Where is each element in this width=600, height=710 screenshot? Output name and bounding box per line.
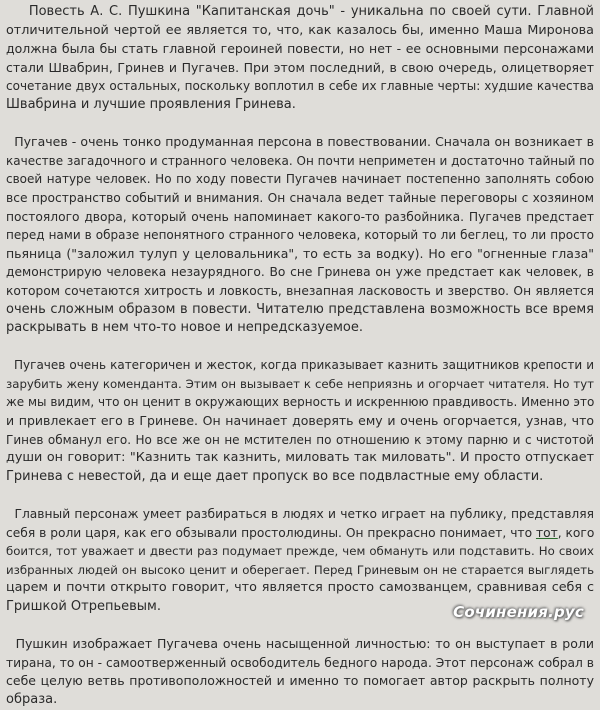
text-line: котором сочетаются хитрость и ловкость, внезапная ласковость и зверство. Он является — [6, 283, 594, 298]
text-line: тирана, то он - самоотверженный освободитель бедного народа. Этот персонаж собрал в — [6, 655, 594, 670]
text-line: Пугачев - очень тонко продуманная персона в повествовании. Сначала он возникает в — [6, 134, 594, 150]
text-line: царем и почти открыто говорит, что является просто самозванцем, сравнивая себя с — [6, 580, 594, 596]
text-line: пьяница ("заложил тулуп у целовальника", то есть за водку). Но его "огненные глаза" — [6, 245, 594, 261]
text-line: очень сложным образом в повести. Читателю представлена возможность все время — [6, 301, 594, 317]
text-line: сочетание двух остальных, поскольку воплотил в себе их главные черты: худшие качества — [6, 79, 594, 94]
text-line: Швабрина и лучшие проявления Гринева. — [6, 96, 296, 112]
text-line: стали Швабрин, Гринев и Пугачев. При этом последний, в свою очередь, олицетворяет — [6, 59, 594, 75]
paragraph-4 — [6, 505, 594, 617]
text-line: образа. — [6, 691, 58, 707]
text-line: души он говорит: "Казнить так казнить, миловать так миловать". И просто отпускает — [6, 450, 594, 466]
text-line: перед нами в образе непонятного странного человека, который то ли беглец, то ли просто — [6, 228, 594, 243]
text-line: постоялого двора, который очень напоминает какого-то разбойника. Пугачев предстает — [6, 209, 594, 224]
text-line: себе целую ветвь противоположностей и именно то помогает автор раскрыть полноту — [6, 673, 594, 689]
text-line: Повесть А. С. Пушкина "Капитанская дочь" - уникальна по своей сути. Главной — [6, 4, 594, 19]
paragraph-1 — [6, 3, 594, 115]
text-line: должна была бы стать главной героиней повести, но нет - ее основными персонажами — [6, 41, 594, 57]
text-line: раскрывать в нем что-то новое и непредсказуемое. — [6, 320, 363, 336]
text-line: демонстрирую человека незаурядного. Во сне Гринева он уже предстает как человек, в — [6, 265, 594, 280]
text-line — [6, 524, 594, 543]
text-line: Гинев обманул его. Но все же он не мстителен по отношению к этому парню и с чистотой — [6, 432, 594, 447]
site-watermark: Сочинения.рус — [453, 603, 584, 621]
text-line: своей натуре человек. Но по ходу повести Пугачев начинает постепенно заполнять собою — [6, 172, 594, 187]
text-line: Пушкин изображает Пугачева очень насыщенной личностью: то он выступает в роли — [6, 636, 594, 652]
essay-text — [6, 3, 594, 707]
text-line: Гринева с невестой, да и еще дает пропуск во все подвластные ему области. — [6, 468, 544, 484]
text-line: зарубить жену коменданта. Этим он вызывает к себе неприязнь и огорчает читателя. Но тут — [6, 376, 594, 391]
text-segment: , кого — [557, 525, 594, 540]
text-line: Главный персонаж умеет разбираться в людях и четко играет на публику, представляя — [6, 507, 594, 522]
text-line: же мы видим, что он ценит в окружающих верность и искреннюю правдивость. Именно это — [6, 395, 594, 410]
text-line: избранных людей он высоко ценит и оберегает. Перед Гриневым он не старается выглядеть — [6, 562, 594, 577]
paragraph-3 — [6, 356, 594, 486]
underlined-word: тот — [535, 525, 558, 540]
text-line: качестве загадочного и странного человека. Он почти неприметен и достаточно тайный по — [6, 153, 594, 168]
paragraph-5 — [6, 635, 594, 709]
text-line: отличительной чертой ее является то, что, как казалось бы, именно Маша Миронова — [6, 22, 594, 38]
text-line: все пространство событий и внимания. Он сначала ведет тайные переговоры с хозяином — [6, 190, 594, 205]
text-line: Пугачев очень категоричен и жесток, когда приказывает казнить защитников крепости и — [6, 358, 594, 373]
text-line: боится, тот уважает и двести раз подумает прежде, чем обмануть или подставить. Но своих — [6, 544, 594, 559]
text-line: Гришкой Отрепьевым. — [6, 599, 161, 614]
paragraph-2 — [6, 133, 594, 338]
text-segment: себя в роли царя, как его обзывали простолюдины. Он прекрасно понимает, что — [6, 525, 536, 540]
text-line: и привлекает его в Гриневе. Он начинает доверять ему и очень огорчается, узнав, что — [6, 413, 594, 429]
